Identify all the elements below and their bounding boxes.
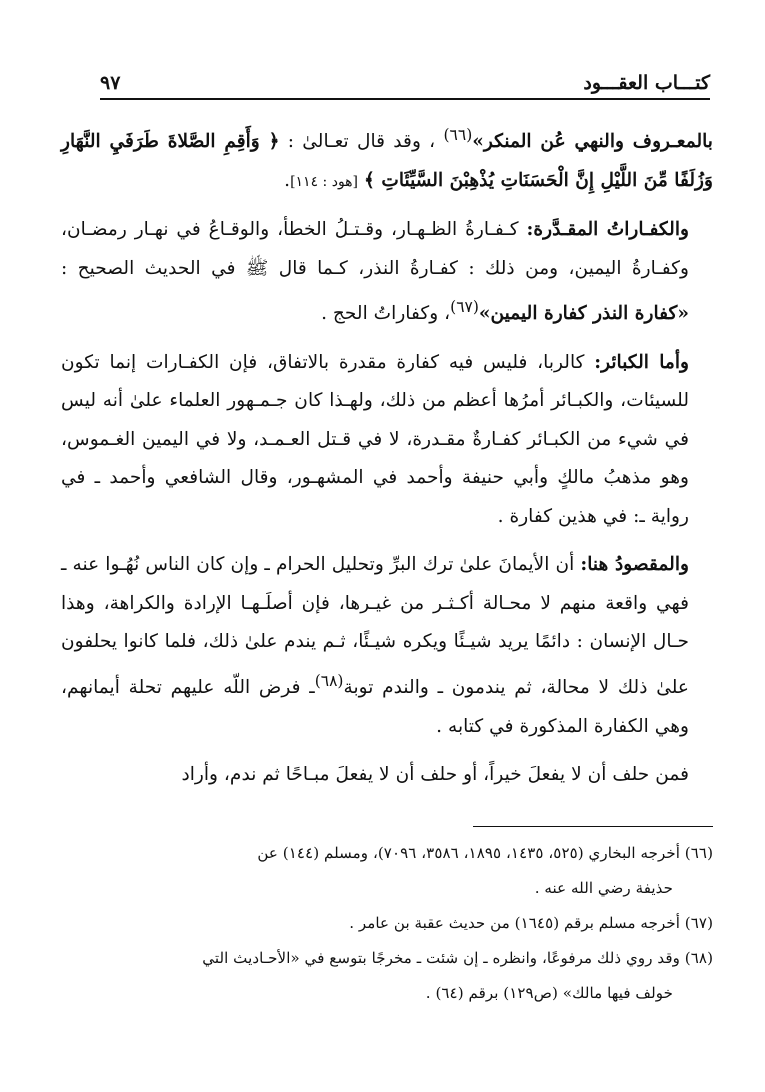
paragraph-3 (61, 344, 713, 537)
footnote-marker: (٦٦) (443, 126, 473, 144)
text-segment: فمن حلف أن لا يفعلَ خيراً، أو حلف أن لا يفعلَ مبـاحًا ثم ندم، وأراد (181, 764, 689, 786)
footnote-number: (٦٧) (684, 914, 713, 932)
footnote-66-continued (61, 873, 713, 904)
text-segment: بالمعـروف والنهي عُن المنكر» (472, 131, 713, 153)
main-text (61, 116, 713, 795)
verse-reference: [هود : ١١٤] (290, 173, 359, 190)
paragraph-2 (61, 211, 713, 334)
footnote-text: وقد روي ذلك مرفوعًا، وانظره ـ إن شئت ـ مخرجًا بتوسع في «الأحـاديث التي (202, 949, 680, 967)
footnote-number: (٦٦) (684, 844, 713, 862)
paragraph-4 (61, 546, 713, 746)
footnote-67 (61, 908, 713, 939)
footnote-text: أخرجه مسلم برقم (١٦٤٥) من حديث عقبة بن عامر . (349, 914, 680, 932)
footnote-divider (473, 826, 713, 827)
paragraph-5 (61, 756, 713, 795)
text-segment: كـفـارةُ الظـهـار، وقـتـلُ الخطأ، والوقـاعُ في نهـار رمضـان، وكفـارةُ اليمين، ومن ذلك : كفـارةُ النذر، كـما قال ﷺ في الحديث الصحيح : (61, 219, 689, 279)
text-segment: ، وقد قال تعـالىٰ : (287, 131, 436, 153)
footnotes (61, 838, 713, 1009)
paragraph-lead: والمقصودُ هنا: (580, 554, 689, 576)
quran-verse: ﴿ وَأَقِمِ الصَّلاةَ طَرَفَيِ النَّهَارِ وَزُلَفًا مِّنَ اللَّيْلِ إِنَّ الْحَسَنَاتِ يُذْهِبْنَ السَّيِّئَاتِ ﴾ (61, 131, 713, 191)
page-number: ٩٧ (100, 72, 121, 94)
footnote-marker: (٦٨) (314, 671, 344, 690)
footnote-68 (61, 943, 713, 974)
footnote-number: (٦٨) (684, 949, 713, 967)
page-header (100, 64, 710, 100)
footnote-text: أخرجه البخاري (٥٢٥، ١٤٣٥، ١٨٩٥، ٣٥٨٦، ٧٠٩٦)، ومسلم (١٤٤) عن (257, 844, 680, 862)
paragraph-lead: والكفـاراتُ المقـدَّرة: (526, 219, 689, 241)
hadith-quote: «كفارة النذر كفارة اليمين» (478, 303, 689, 325)
running-title: كتـــاب العقـــود (583, 72, 710, 94)
footnote-66 (61, 838, 713, 869)
paragraph-1 (61, 116, 713, 201)
text-segment: أن الأيمانَ علىٰ ترك البرِّ وتحليل الحرام ـ وإن كان الناس نُهُـوا عنه ـ فهي واقعة منهم لا محـالة أكـثـر من غيـرها، فإن أصلَـهـا الإرادة والكراهة، وهذا حـال الإنسان : دائمًا يريد شيـئًا ويكره شيـئًا، ثـم يندم علىٰ ذلك، فلما كانوا يحلفون علىٰ ذلك لا محالة، ثم يندمون ـ والندم توبة (61, 554, 689, 699)
text-segment: ، وكفاراتُ الحج . (321, 303, 451, 325)
footnote-marker: (٦٧) (450, 298, 479, 317)
text-segment: كالربا، فليس فيه كفارة مقدرة بالاتفاق، فإن الكفـارات إنما تكون للسيئات، والكبـائر أمرُها أعظم من ذلك، ولهـذا كان جـمـهور العلماء علىٰ أنه ليس في شيء من الكبـائر كفـارةٌ مقـدرة، لا في قـتل العـمـد، ولا في اليمين الغـموس، وهو مذهبُ مالكٍ وأبي حنيفة وأحمد في المشهـور، وقال الشافعي وأحمد ـ في رواية ـ: في هذين كفارة . (61, 351, 689, 527)
text-segment: ـ فرض اللّه عليهم تحلة أيمانهم، وهي الكفارة المذكورة في كتابه . (61, 677, 689, 737)
footnote-text: خولف فيها مالك» (ص١٢٩) برقم (٦٤) . (425, 984, 673, 1002)
text-segment: . (284, 169, 291, 191)
paragraph-lead: وأما الكبائر: (594, 351, 689, 373)
footnote-68-continued (61, 978, 713, 1009)
footnote-text: حذيفة رضي الله عنه . (534, 879, 673, 897)
